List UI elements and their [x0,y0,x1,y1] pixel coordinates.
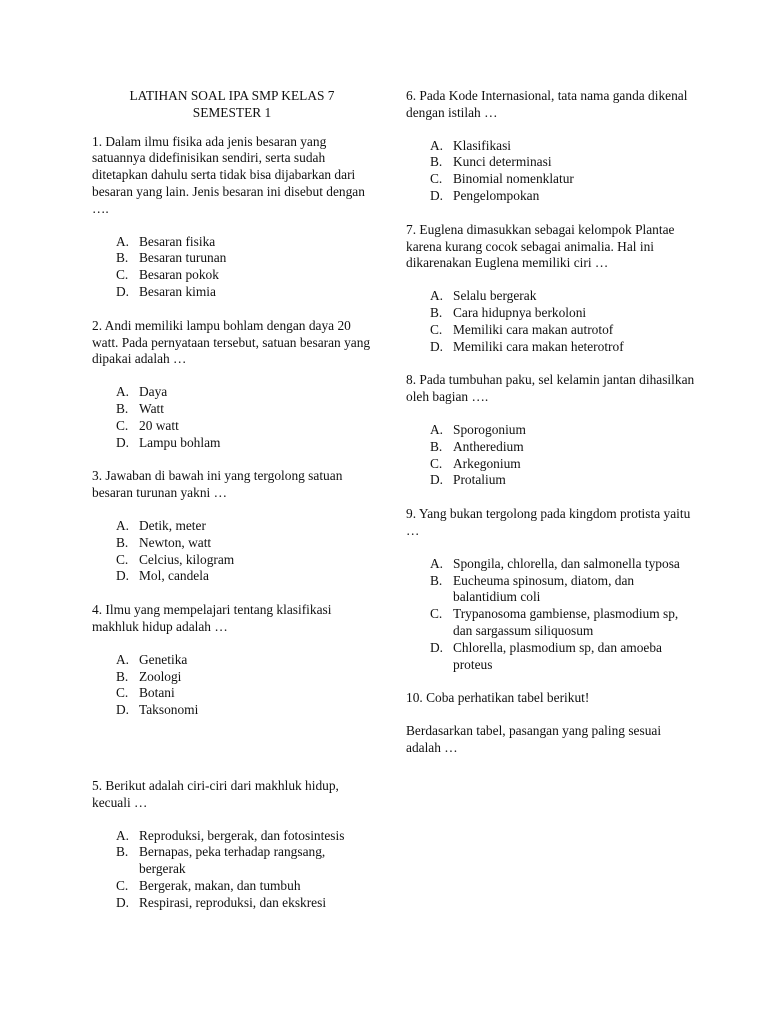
option-a: A. Selalu bergerak [430,288,537,304]
question-7 [406,222,696,356]
option-a: A. Klasifikasi [430,137,512,153]
option-list [406,422,696,489]
option-c: C. Memiliki cara makan autrotof [430,321,614,337]
option-a: A. Genetika [116,651,188,667]
question-text: 9. Yang bukan tergolong pada kingdom protista yaitu … [406,506,691,538]
title-line-2: SEMESTER 1 [192,104,272,120]
question-3 [92,468,372,585]
option-list [406,556,696,674]
option-d: D. Chlorella, plasmodium sp, dan amoeba proteus [430,639,662,672]
question-text: 6. Pada Kode Internasional, tata nama ganda dikenal dengan istilah … [406,88,688,120]
right-column [406,88,696,773]
option-list [92,652,372,719]
option-d: D. Respirasi, reproduksi, dan ekskresi [116,894,327,910]
question-5 [92,778,372,912]
option-b: B. Besaran turunan [116,250,227,266]
option-b: B. Kunci determinasi [430,154,552,170]
option-list [92,234,372,301]
option-list [406,138,696,205]
option-list [406,288,696,355]
option-b: B. Antheredium [430,438,524,454]
option-d: D. Besaran kimia [116,283,216,299]
title-line-1: LATIHAN SOAL IPA SMP KELAS 7 [129,88,335,103]
question-6 [406,88,696,205]
question-2 [92,318,372,452]
question-followup: Berdasarkan tabel, pasangan yang paling sesuai adalah … [406,723,662,755]
question-text: 10. Coba perhatikan tabel berikut! [406,690,590,706]
option-c: C. Botani [116,685,175,701]
page-title [92,88,372,122]
question-text: 2. Andi memiliki lampu bohlam dengan daya 20 watt. Pada pernyataan tersebut, satuan besaran yang dipakai adalah … [92,317,371,367]
option-b: B. Newton, watt [116,534,212,550]
question-text: 5. Berikut adalah ciri-ciri dari makhluk hidup, kecuali … [92,777,339,810]
question-text: 1. Dalam ilmu fisika ada jenis besaran yang satuannya didefinisikan sendiri, serta sudah ditetapkan dahulu serta tidak bisa dijabarkan dari besaran yang lain. Jenis besaran ini disebut dengan …. [92,133,365,216]
question-4 [92,602,372,719]
option-list [92,518,372,585]
option-b: B. Cara hidupnya berkoloni [430,304,587,320]
option-c: C. 20 watt [116,417,179,433]
question-text: 8. Pada tumbuhan paku, sel kelamin jantan dihasilkan oleh bagian …. [406,372,695,405]
option-d: D. Protalium [430,472,506,488]
option-c: C. Bergerak, makan, dan tumbuh [116,877,301,893]
question-text: 4. Ilmu yang mempelajari tentang klasifikasi makhluk hidup adalah … [92,602,332,634]
option-c: C. Trypanosoma gambiense, plasmodium sp, dan sargassum siliquosum [430,606,679,638]
option-b: B. Eucheuma spinosum, diatom, dan balantidium coli [430,572,635,605]
question-1 [92,134,372,301]
option-c: C. Celcius, kilogram [116,551,235,567]
left-column [92,88,372,928]
blank-space [92,736,372,778]
option-c: C. Besaran pokok [116,267,219,283]
option-d: D. Taksonomi [116,702,199,718]
question-text: 3. Jawaban di bawah ini yang tergolong satuan besaran turunan yakni … [92,468,343,501]
option-d: D. Memiliki cara makan heterotrof [430,338,624,354]
option-d: D. Pengelompokan [430,187,540,203]
option-d: D. Lampu bohlam [116,434,221,450]
question-10 [406,690,696,756]
option-list [92,384,372,451]
option-b: B. Zoologi [116,668,182,684]
question-8 [406,372,696,489]
option-a: A. Reproduksi, bergerak, dan fotosintesis [116,827,345,843]
option-list [92,828,372,912]
option-a: A. Spongila, chlorella, dan salmonella typosa [430,555,680,571]
option-c: C. Arkegonium [430,455,521,471]
option-b: B. Bernapas, peka terhadap rangsang, bergerak [116,844,326,877]
question-text: 7. Euglena dimasukkan sebagai kelompok Plantae karena kurang cocok sebagai animalia. Hal ini dikarenakan Euglena memiliki ciri … [406,221,675,271]
option-a: A. Besaran fisika [116,233,216,249]
option-b: B. Watt [116,400,164,416]
option-c: C. Binomial nomenklatur [430,171,574,187]
option-a: A. Sporogonium [430,421,526,437]
option-a: A. Detik, meter [116,517,206,533]
question-9 [406,506,696,673]
option-a: A. Daya [116,384,168,400]
option-d: D. Mol, candela [116,568,209,584]
